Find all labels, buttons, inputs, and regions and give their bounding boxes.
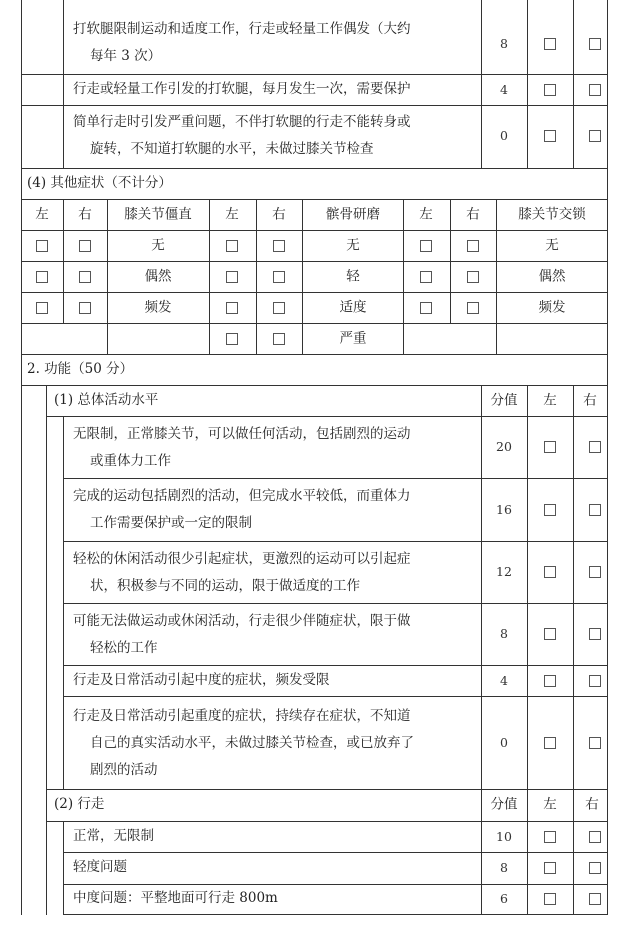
left-checkbox[interactable] <box>544 566 556 578</box>
score-value: 4 <box>500 81 508 97</box>
left-checkbox[interactable] <box>544 628 556 640</box>
grinding-right-checkbox[interactable] <box>273 333 285 345</box>
score-value: 6 <box>500 890 508 906</box>
symptom-row-1-description <box>75 16 475 70</box>
stiffness-right-checkbox[interactable] <box>79 240 91 252</box>
rule <box>46 789 608 790</box>
grinding-option: 轻 <box>346 268 360 285</box>
right-checkbox[interactable] <box>589 628 601 640</box>
header-knee-locking: 膝关节交锁 <box>518 206 586 223</box>
rule <box>481 0 482 168</box>
right-checkbox[interactable] <box>589 893 601 905</box>
locking-option: 无 <box>545 237 559 254</box>
rule <box>256 199 257 354</box>
activity-row-description <box>75 421 475 475</box>
activity-title: (1) 总体活动水平 <box>54 392 159 408</box>
header-right: 右 <box>466 206 480 223</box>
score-value: 16 <box>496 501 512 517</box>
row-text: 每年 3 次） <box>90 48 162 64</box>
score-header: 分值 <box>490 796 518 813</box>
other-symptoms-title: (4) 其他症状（不计分） <box>27 175 172 191</box>
rule <box>21 261 608 262</box>
locking-left-checkbox[interactable] <box>420 240 432 252</box>
score-value: 4 <box>500 672 508 688</box>
left-checkbox[interactable] <box>544 130 556 142</box>
right-checkbox[interactable] <box>589 675 601 687</box>
score-value: 12 <box>496 563 512 579</box>
walking-row-label: 轻度问题 <box>73 859 127 875</box>
rule <box>527 385 528 915</box>
rule <box>63 821 64 915</box>
stiffness-right-checkbox[interactable] <box>79 302 91 314</box>
left-checkbox[interactable] <box>544 84 556 96</box>
rule <box>481 385 482 915</box>
right-checkbox[interactable] <box>589 504 601 516</box>
header-right: 右 <box>78 206 92 223</box>
header-knee-stiffness: 膝关节僵直 <box>124 206 192 223</box>
rule <box>496 199 497 354</box>
stiffness-option: 无 <box>151 237 165 254</box>
rule <box>573 0 574 168</box>
right-checkbox[interactable] <box>589 84 601 96</box>
rule <box>573 385 574 915</box>
grinding-option: 适度 <box>339 299 367 316</box>
locking-option: 频发 <box>538 299 566 316</box>
right-checkbox[interactable] <box>589 737 601 749</box>
rule <box>21 292 608 293</box>
rule <box>63 199 64 323</box>
row-text: 可能无法做运动或休闲活动，行走很少伴随症状，限于做 <box>73 613 411 629</box>
score-value: 0 <box>500 127 508 143</box>
activity-row-description <box>75 703 475 784</box>
grinding-left-checkbox[interactable] <box>226 240 238 252</box>
walking-title: (2) 行走 <box>54 796 105 812</box>
stiffness-left-checkbox[interactable] <box>36 240 48 252</box>
right-checkbox[interactable] <box>589 441 601 453</box>
grinding-left-checkbox[interactable] <box>226 333 238 345</box>
locking-left-checkbox[interactable] <box>420 302 432 314</box>
locking-left-checkbox[interactable] <box>420 271 432 283</box>
row-text: 行走及日常活动引起重度的症状，持续存在症状，不知道 <box>73 708 411 724</box>
left-checkbox[interactable] <box>544 504 556 516</box>
left-checkbox[interactable] <box>544 862 556 874</box>
row-text: 打软腿限制运动和适度工作，行走或轻量工作偶发（大约 <box>73 21 411 37</box>
header-left: 左 <box>35 206 49 223</box>
right-checkbox[interactable] <box>589 862 601 874</box>
score-value: 20 <box>496 438 512 454</box>
score-value: 8 <box>500 625 508 641</box>
walking-row-label: 中度问题：平整地面可行走 800m <box>73 890 278 906</box>
row-text: 工作需要保护或一定的限制 <box>90 515 252 531</box>
locking-right-checkbox[interactable] <box>467 302 479 314</box>
left-checkbox[interactable] <box>544 441 556 453</box>
grinding-left-checkbox[interactable] <box>226 271 238 283</box>
left-checkbox[interactable] <box>544 38 556 50</box>
rule <box>21 385 608 386</box>
score-header: 分值 <box>490 392 518 409</box>
rule <box>21 74 608 75</box>
grinding-right-checkbox[interactable] <box>273 240 285 252</box>
activity-row-description <box>75 483 475 537</box>
header-left: 左 <box>225 206 239 223</box>
score-value: 10 <box>496 828 512 844</box>
row-text: 轻松的工作 <box>90 640 158 656</box>
score-value: 8 <box>500 35 508 51</box>
rule <box>46 821 608 822</box>
header-right: 右 <box>272 206 286 223</box>
rule <box>209 199 210 354</box>
right-checkbox[interactable] <box>589 130 601 142</box>
row-text: 旋转，不知道打软腿的水平，未做过膝关节检查 <box>90 141 374 157</box>
rule <box>21 199 608 200</box>
row-text: 轻松的休闲活动很少引起症状，更激烈的运动可以引起症 <box>73 551 411 567</box>
row-text: 自己的真实活动水平，未做过膝关节检查，或已放弃了 <box>90 735 414 751</box>
rule <box>46 416 608 417</box>
score-value: 0 <box>500 734 508 750</box>
stiffness-option: 偶然 <box>144 268 172 285</box>
score-value: 8 <box>500 859 508 875</box>
rule <box>302 199 303 354</box>
stiffness-left-checkbox[interactable] <box>36 271 48 283</box>
stiffness-right-checkbox[interactable] <box>79 271 91 283</box>
activity-row-description <box>75 608 475 662</box>
grinding-right-checkbox[interactable] <box>273 271 285 283</box>
right-header: 右 <box>585 796 599 813</box>
rule <box>46 385 47 915</box>
header-patellar-grinding: 髌骨研磨 <box>326 206 380 223</box>
grinding-right-checkbox[interactable] <box>273 302 285 314</box>
grinding-option: 无 <box>346 237 360 254</box>
left-checkbox[interactable] <box>544 893 556 905</box>
rule <box>21 323 608 324</box>
rule <box>107 199 108 354</box>
row-text: 完成的运动包括剧烈的活动，但完成水平较低，而重体力 <box>73 488 411 504</box>
stiffness-left-checkbox[interactable] <box>36 302 48 314</box>
row-text: 状，积极参与不同的运动，限于做适度的工作 <box>90 578 360 594</box>
locking-right-checkbox[interactable] <box>467 271 479 283</box>
rule <box>607 0 608 915</box>
function-title: 2. 功能（50 分） <box>27 361 134 377</box>
activity-row-description: 行走及日常活动引起中度的症状，频发受限 <box>73 672 330 688</box>
left-header: 左 <box>543 796 557 813</box>
rule <box>63 416 64 790</box>
rule <box>450 199 451 323</box>
row-text: 无限制，正常膝关节，可以做任何活动，包括剧烈的运动 <box>73 426 411 442</box>
grinding-option: 严重 <box>339 330 367 347</box>
rule <box>527 0 528 168</box>
symptom-row-3-description <box>75 109 475 163</box>
rule <box>21 168 608 169</box>
right-checkbox[interactable] <box>589 566 601 578</box>
rule <box>403 199 404 354</box>
left-header: 左 <box>543 392 557 409</box>
walking-row-label: 正常，无限制 <box>73 828 154 844</box>
locking-option: 偶然 <box>538 268 566 285</box>
row-text: 剧烈的活动 <box>90 762 158 778</box>
row-text: 或重体力工作 <box>90 453 171 469</box>
grinding-left-checkbox[interactable] <box>226 302 238 314</box>
rule <box>21 105 608 106</box>
right-checkbox[interactable] <box>589 831 601 843</box>
row-text: 简单行走时引发严重问题，不伴打软腿的行走不能转身或 <box>73 114 411 130</box>
left-checkbox[interactable] <box>544 737 556 749</box>
symptom-row-2-description: 行走或轻量工作引发的打软腿，每月发生一次，需要保护 <box>73 81 411 97</box>
right-checkbox[interactable] <box>589 38 601 50</box>
activity-row-description <box>75 546 475 600</box>
left-checkbox[interactable] <box>544 831 556 843</box>
rule <box>21 354 608 355</box>
rule <box>21 230 608 231</box>
rule <box>21 0 22 915</box>
rule <box>63 0 64 168</box>
header-left: 左 <box>419 206 433 223</box>
right-header: 右 <box>583 392 597 409</box>
left-checkbox[interactable] <box>544 675 556 687</box>
stiffness-option: 频发 <box>144 299 172 316</box>
locking-right-checkbox[interactable] <box>467 240 479 252</box>
